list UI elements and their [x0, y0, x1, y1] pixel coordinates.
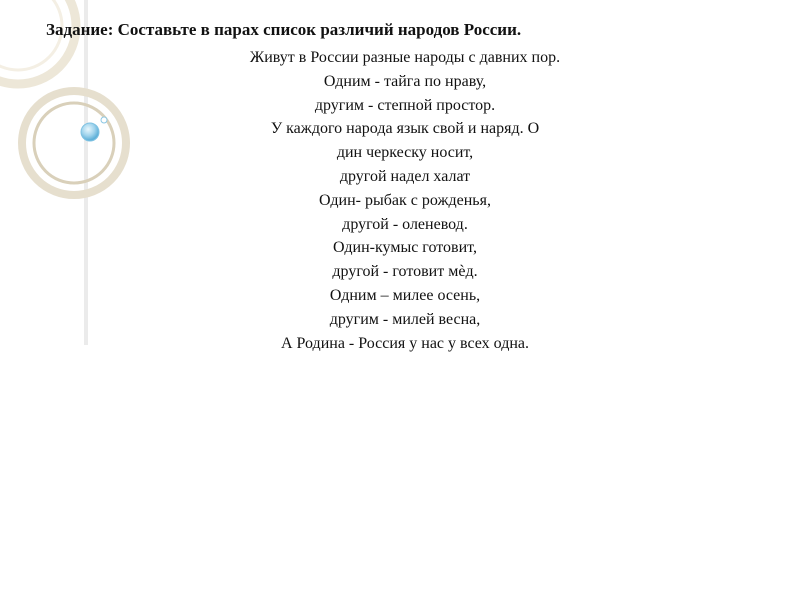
poem-line: Один-кумыс готовит, [333, 239, 477, 257]
poem-line: А Родина - Россия у нас у всех одна. [280, 334, 530, 352]
poem-line: другой надел халат [339, 167, 471, 185]
poem-line: другим - степной простор. [314, 96, 496, 114]
poem-line: У каждого народа язык свой и наряд. О [270, 120, 540, 138]
poem-line: другой - готовит мѐд. [332, 263, 478, 281]
poem-line: другой - оленевод. [342, 215, 468, 233]
poem-line: Одним – милее осень, [329, 286, 481, 304]
poem-line: другим - милей весна, [329, 310, 481, 328]
poem-line: дин черкеску носит, [336, 144, 474, 162]
poem [0, 46, 800, 355]
poem-line: Один- рыбак с рожденья, [319, 191, 491, 209]
poem-line: Живут в России разные народы с давних пор. [249, 49, 561, 66]
task-title: Задание: Составьте в парах список различий народов России. [46, 20, 522, 39]
poem-line: Одним - тайга по нраву, [323, 72, 487, 90]
